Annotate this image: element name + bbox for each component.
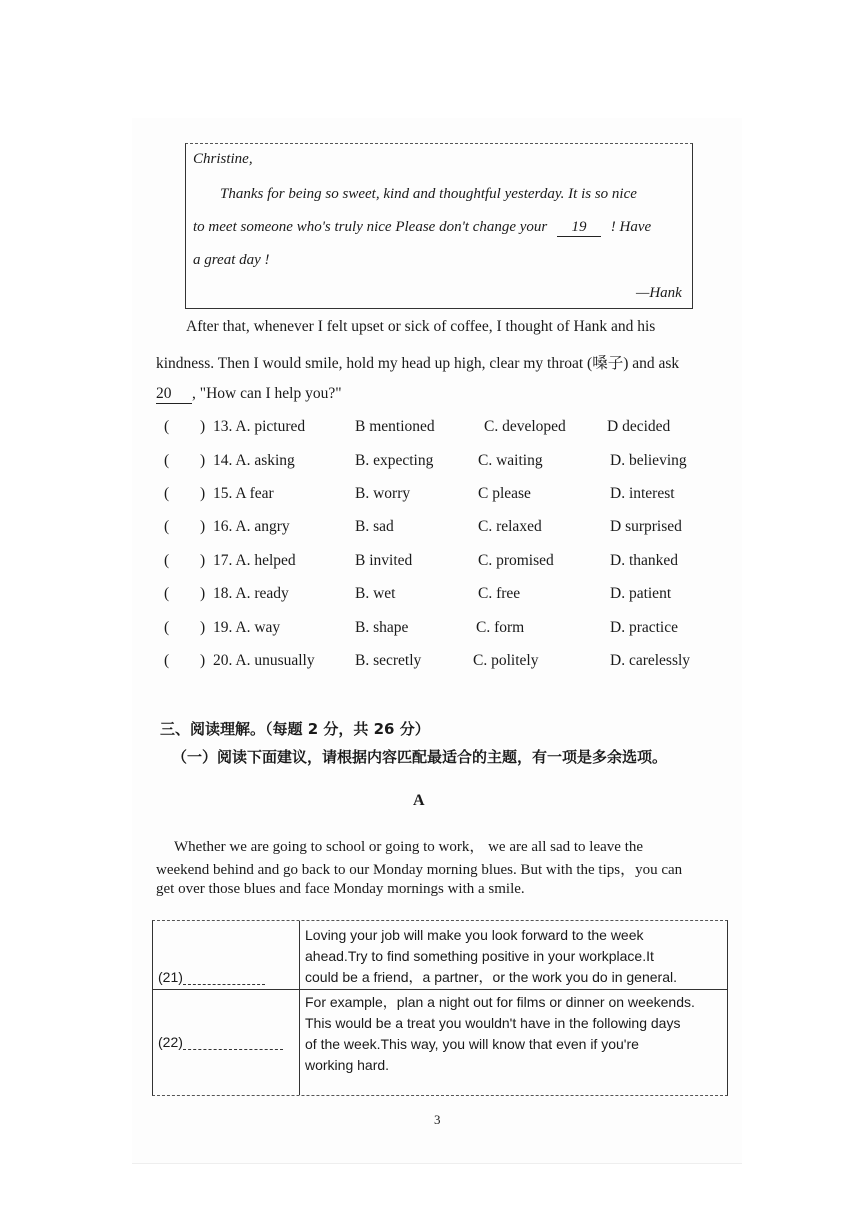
question-13 <box>0 418 868 448</box>
option-a: 17. A. helped <box>213 552 296 569</box>
letter-greeting: Christine, <box>193 151 253 167</box>
passage-line-3 <box>156 385 342 404</box>
answer-paren-close: ) <box>200 485 206 502</box>
tip-22-line: working hard. <box>305 1057 390 1073</box>
option-c: C. developed <box>484 418 566 435</box>
letter-line-2-text: to meet someone who's truly nice Please don't change your <box>193 219 548 235</box>
option-d: D surprised <box>610 518 682 535</box>
tip-22-line: This would be a treat you wouldn't have in the following days <box>305 1015 681 1031</box>
blank-label-21: (21) <box>158 969 183 985</box>
tip-21-line: Loving your job will make you look forward to the week <box>305 927 644 943</box>
tip-21-line: ahead.Try to find something positive in your workplace.It <box>305 948 654 964</box>
option-c: C please <box>478 485 531 502</box>
page-number: 3 <box>434 1112 441 1127</box>
table-column-divider <box>299 921 300 1095</box>
answer-paren-open[interactable]: ( <box>164 585 170 602</box>
option-a: 15. A fear <box>213 485 274 502</box>
answer-paren-open[interactable]: ( <box>164 485 170 502</box>
option-d: D. patient <box>610 585 672 602</box>
option-a: 19. A. way <box>213 619 281 636</box>
option-b: B mentioned <box>355 418 435 435</box>
letter-line-3: a great day ! <box>193 252 270 268</box>
option-a: 14. A. asking <box>213 452 295 469</box>
option-b: B. sad <box>355 518 394 535</box>
option-c: C. promised <box>478 552 554 569</box>
letter-line-2-end: ! Have <box>610 219 652 235</box>
question-14 <box>0 452 868 482</box>
section-heading: 三、阅读理解。（每题 2 分，共 26 分） <box>160 720 430 738</box>
answer-paren-open[interactable]: ( <box>164 619 170 636</box>
option-c: C. politely <box>473 652 539 669</box>
blank-label-22: (22) <box>158 1034 183 1050</box>
answer-paren-close: ) <box>200 452 206 469</box>
letter-line-1: Thanks for being so sweet, kind and thoughtful yesterday. It is so nice <box>220 186 637 202</box>
letter-signature: —Hank <box>636 285 682 301</box>
option-d: D decided <box>607 418 671 435</box>
intro-line-3: get over those blues and face Monday mornings with a smile. <box>156 881 525 897</box>
answer-paren-open[interactable]: ( <box>164 552 170 569</box>
option-a: 16. A. angry <box>213 518 290 535</box>
question-15 <box>0 485 868 515</box>
answer-paren-open[interactable]: ( <box>164 652 170 669</box>
question-20 <box>0 652 868 682</box>
letter-line-2 <box>193 219 651 237</box>
answer-paren-open[interactable]: ( <box>164 452 170 469</box>
answer-paren-close: ) <box>200 619 206 636</box>
option-a: 20. A. unusually <box>213 652 315 669</box>
tip-22-text <box>305 992 695 1076</box>
option-b: B invited <box>355 552 413 569</box>
passage-line-1: After that, whenever I felt upset or sick of coffee, I thought of Hank and his <box>186 318 656 335</box>
option-b: B. shape <box>355 619 409 636</box>
tips-table <box>152 920 728 1096</box>
blank-line-22 <box>183 1049 283 1050</box>
option-d: D. carelessly <box>610 652 691 669</box>
option-b: B. secretly <box>355 652 422 669</box>
answer-paren-close: ) <box>200 585 206 602</box>
answer-paren-close: ) <box>200 418 206 435</box>
tip-22-line: For example，plan a night out for films or dinner on weekends. <box>305 994 695 1010</box>
question-16 <box>0 518 868 548</box>
section-subheading: （一）阅读下面建议，请根据内容匹配最适合的主题，有一项是多余选项。 <box>172 748 668 766</box>
tip-22-line: of the week.This way, you will know that even if you're <box>305 1036 639 1052</box>
question-18 <box>0 585 868 615</box>
part-label: A <box>413 792 425 809</box>
intro-line-1: Whether we are going to school or going to work， we are all sad to leave the <box>174 839 644 855</box>
option-b: B. expecting <box>355 452 434 469</box>
option-b: B. wet <box>355 585 396 602</box>
passage-line-2: kindness. Then I would smile, hold my head up high, clear my throat (嗓子) and ask <box>156 355 680 372</box>
blank-20: 20 <box>156 385 192 404</box>
option-d: D. practice <box>610 619 678 636</box>
option-a: 13. A. pictured <box>213 418 306 435</box>
option-a: 18. A. ready <box>213 585 289 602</box>
heading-blank-22[interactable] <box>158 1034 283 1050</box>
option-d: D. interest <box>610 485 675 502</box>
answer-paren-open[interactable]: ( <box>164 518 170 535</box>
table-row-divider <box>153 989 727 990</box>
option-c: C. waiting <box>478 452 543 469</box>
question-19 <box>0 619 868 649</box>
answer-paren-close: ) <box>200 552 206 569</box>
tip-21-text <box>305 925 677 988</box>
intro-line-2: weekend behind and go back to our Monday morning blues. But with the tips，you can <box>156 862 683 878</box>
option-b: B. worry <box>355 485 411 502</box>
blank-line-21 <box>183 984 265 985</box>
option-c: C. free <box>478 585 521 602</box>
answer-paren-open[interactable]: ( <box>164 418 170 435</box>
blank-19: 19 <box>557 219 601 237</box>
tip-21-line: could be a friend，a partner，or the work you do in general. <box>305 969 677 985</box>
option-c: C. relaxed <box>478 518 542 535</box>
option-d: D. believing <box>610 452 687 469</box>
option-d: D. thanked <box>610 552 679 569</box>
option-c: C. form <box>476 619 525 636</box>
answer-paren-close: ) <box>200 652 206 669</box>
question-17 <box>0 552 868 582</box>
heading-blank-21[interactable] <box>158 969 265 985</box>
passage-line-3-text: , "How can I help you?" <box>192 385 342 402</box>
answer-paren-close: ) <box>200 518 206 535</box>
